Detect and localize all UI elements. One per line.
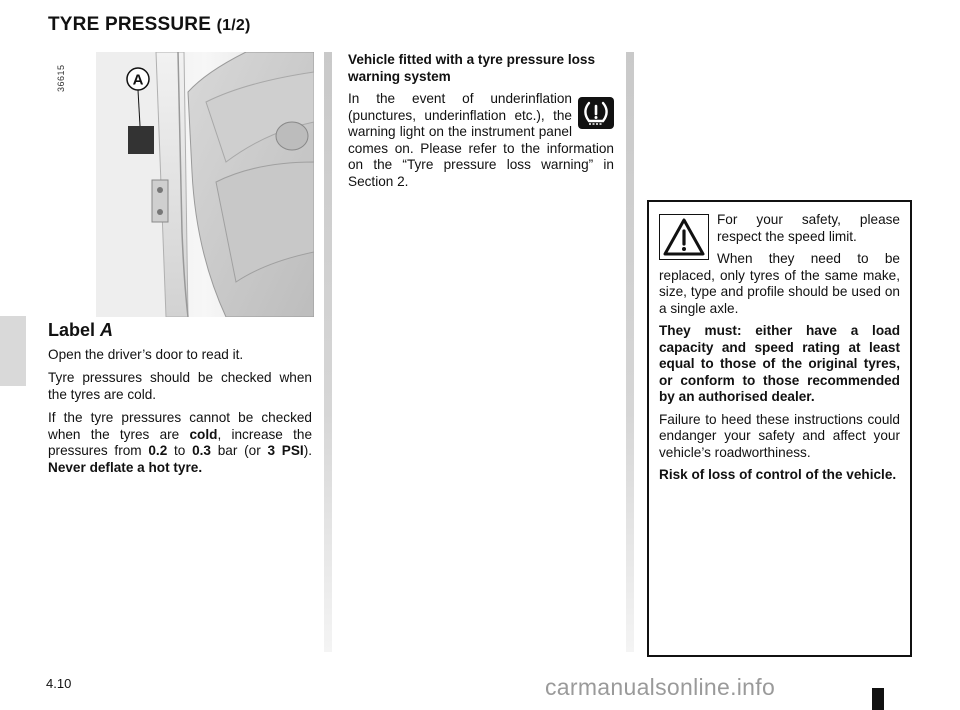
warning-paragraph-3: They must: either have a load capacity and speed rating at least equal to those of the original tyres, or conform to those recommended by an authorised dealer. [659, 323, 900, 404]
label-heading-text: Label [48, 320, 101, 340]
text-run: bar (or [211, 443, 268, 458]
text-run-bold: 0.2 [148, 443, 168, 458]
label-paragraph-1: Open the driver’s door to read it. [48, 346, 244, 362]
tpms-heading: Vehicle fitted with a tyre pressure loss warning system [348, 52, 596, 84]
text-run: If the tyre pressures cannot be checked when the tyres are [48, 410, 312, 442]
safety-warning-box [647, 200, 912, 657]
text-run-bold: 3 PSI [267, 443, 304, 458]
text-run-bold: cold [189, 426, 218, 442]
tpms-paragraph [348, 91, 614, 190]
warning-paragraph-1: For your safety, please respect the speed limit. [717, 212, 900, 244]
text-run: to [167, 443, 193, 458]
page-title-text: TYRE PRESSURE [48, 14, 212, 35]
page-corner-mark [872, 688, 884, 710]
warning-paragraph-2: When they need to be replaced, only tyres of the same make, size, type and profile should be used on a single axle. [659, 251, 900, 316]
column-divider-right [626, 52, 634, 652]
figure-label: A [132, 71, 144, 89]
text-run-bold: 0.3 [192, 443, 211, 458]
warning-paragraph-4: Failure to heed these instructions could endanger your safety and affect your vehicle’s roadworthiness. [659, 411, 900, 460]
tyre-pressure-warning-icon [578, 97, 614, 129]
door-illustration [96, 52, 314, 317]
page-number: 4.10 [46, 676, 72, 691]
section-tab [0, 316, 26, 386]
page-title-part: (1/2) [216, 17, 251, 34]
label-paragraph-2: Tyre pressures should be checked when the tyres are cold. [48, 370, 312, 402]
warning-triangle-icon [659, 214, 709, 260]
tpms-section [348, 52, 614, 197]
column-divider-left [324, 52, 332, 652]
label-heading-letter: A [100, 320, 114, 340]
text-run: warning light on the instrument panel comes on. Please refer to the information on the “Tyre pressure loss warning” in Section 2. [348, 124, 614, 189]
text-run: In the event of underinflation (punctures, underinflation etc.), the [348, 91, 572, 123]
warning-paragraph-5: Risk of loss of control of the vehicle. [659, 467, 897, 482]
label-section [48, 322, 312, 483]
figure-code: 36615 [56, 64, 66, 92]
watermark-text: carmanualsonline.info [545, 674, 776, 700]
text-run-bold: Never deflate a hot tyre. [48, 459, 203, 475]
page-title [48, 14, 250, 36]
text-run: , increase the pressures from [48, 426, 313, 458]
text-run: ). [303, 443, 313, 458]
label-paragraph-3 [48, 410, 312, 476]
label-heading [48, 322, 312, 339]
